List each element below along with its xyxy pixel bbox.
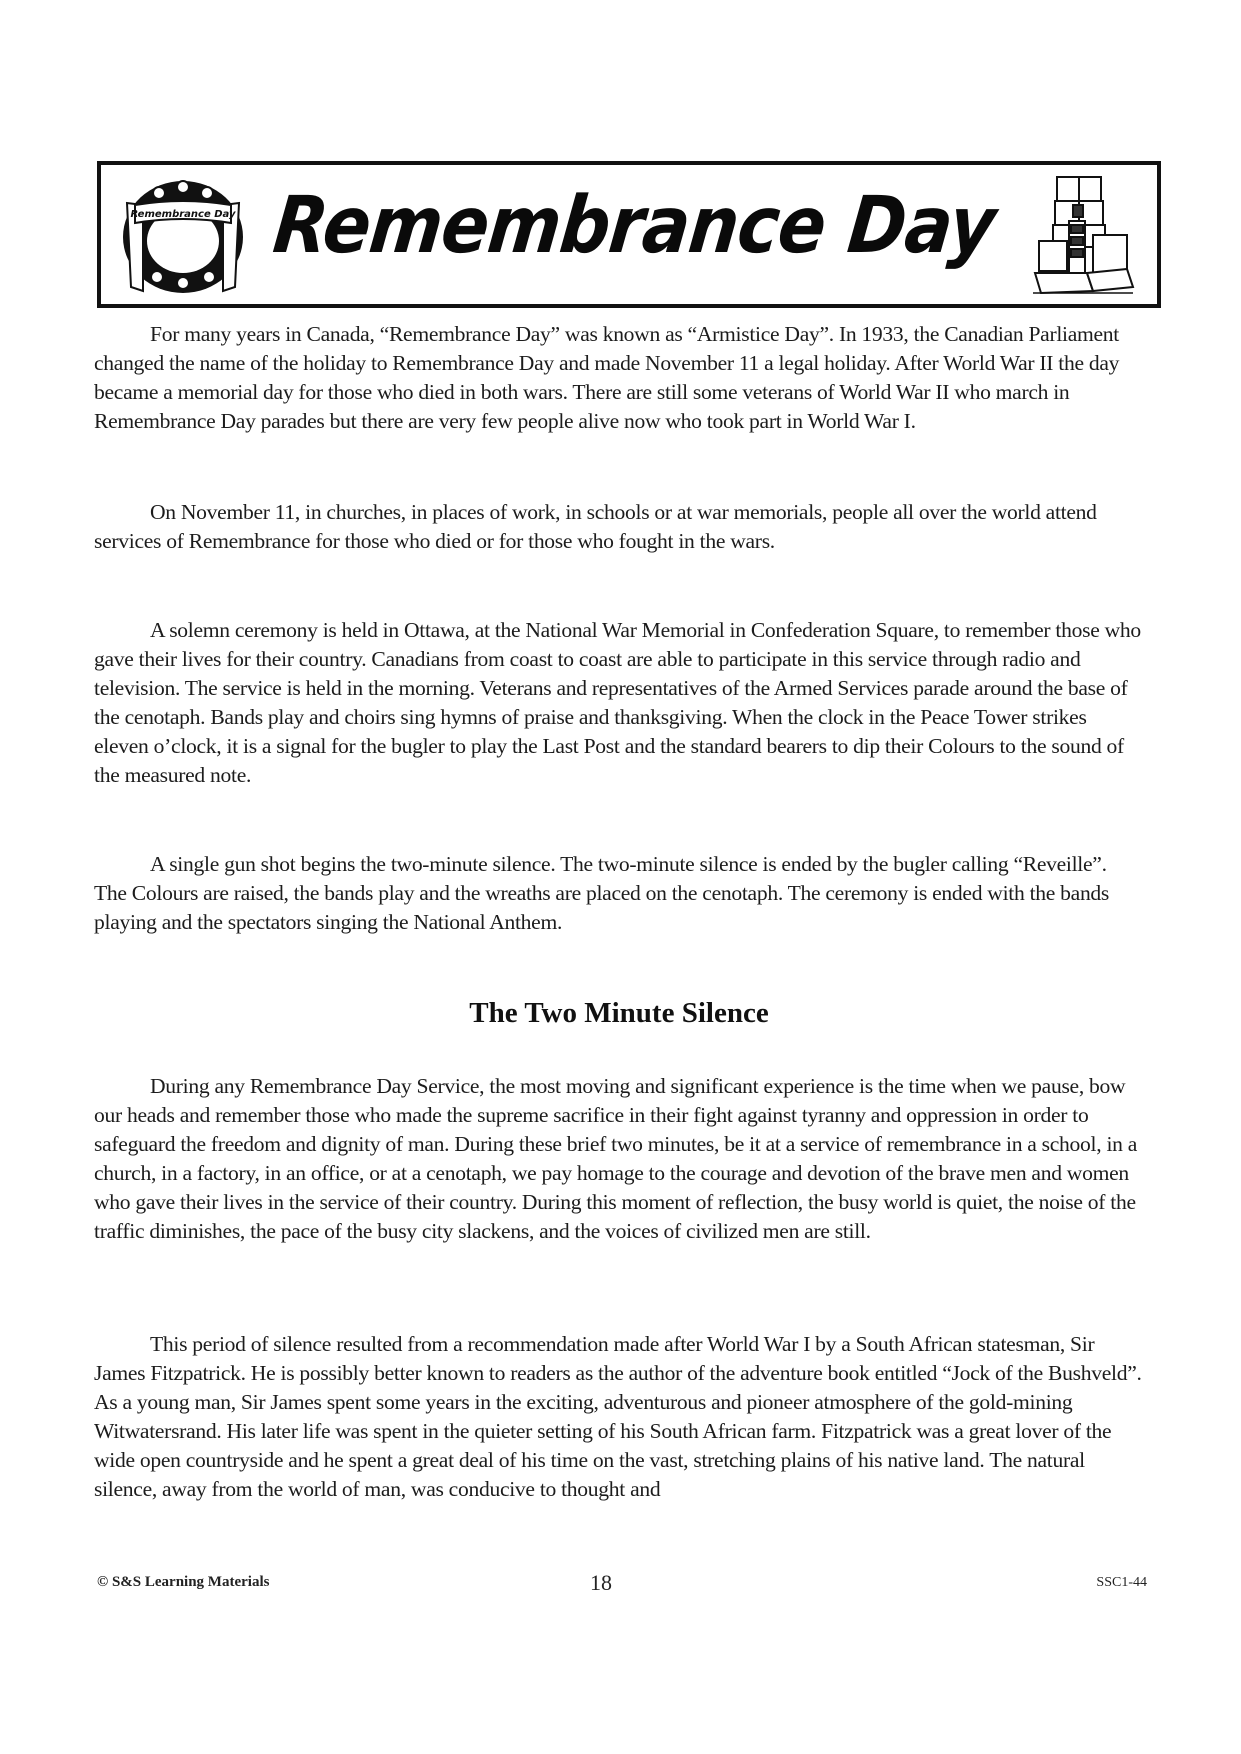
paragraph: For many years in Canada, “Remembrance Day” was known as “Armistice Day”. In 1933, the Canadian Parliament changed the name of the holiday to Remembrance Day and made November 11 a legal holiday. After World War II the day became a memorial day for those who died in both wars. There are still some veterans of World War II who march in Remembrance Day parades but there are very few people alive now who took part in World War I. [94, 322, 1120, 433]
document-code: SSC1-44 [1096, 1575, 1147, 1590]
paragraph: During any Remembrance Day Service, the most moving and significant experience is the time when we pause, bow our heads and remember those who made the supreme sacrifice in their fight against tyranny and oppression in order to safeguard the freedom and dignity of man. During these brief two minutes, be it at a service of remembrance in a school, in a church, in a factory, in an office, or at a cenotaph, we pay homage to the courage and devotion of the brave men and women who gave their lives in the service of their country. During this moment of reflection, the busy world is quiet, the noise of the traffic diminishes, the pace of the busy city slackens, and the voices of civilized men are still. [94, 1074, 1138, 1243]
copyright-text: © S&S Learning Materials [97, 1574, 270, 1590]
page-title: Remembrance Day [269, 179, 1000, 271]
section-heading: The Two Minute Silence [469, 997, 769, 1029]
title-banner [97, 161, 1161, 308]
paragraph: This period of silence resulted from a recommendation made after World War I by a South African statesman, Sir James Fitzpatrick. He is possibly better known to readers as the author of the adventure book entitled “Jock of the Bushveld”. As a young man, Sir James spent some years in the exciting, adventurous and pioneer atmosphere of the gold-mining Witwatersrand. His later life was spent in the quieter setting of his South African farm. Fitzpatrick was a great lover of the wide open countryside and he spent a great deal of his time on the vast, stretching plains of his native land. The natural silence, away from the world of man, was conducive to thought and [94, 1332, 1142, 1501]
wreath-icon [113, 171, 253, 295]
svg-text:Remembrance Day: Remembrance Day [130, 209, 236, 220]
cenotaph-icon [1027, 169, 1137, 297]
page-number: 18 [590, 1570, 612, 1595]
paragraph: On November 11, in churches, in places of work, in schools or at war memorials, people all over the world attend services of Remembrance for those who died or for those who fought in the wars. [94, 500, 1097, 553]
page-footer [97, 1572, 1147, 1596]
paragraph: A single gun shot begins the two-minute silence. The two-minute silence is ended by the bugler calling “Reveille”. The Colours are raised, the bands play and the wreaths are placed on the cenotaph. The ceremony is ended with the bands playing and the spectators singing the National Anthem. [94, 852, 1110, 934]
paragraph: A solemn ceremony is held in Ottawa, at the National War Memorial in Confederation Square, to remember those who gave their lives for their country. Canadians from coast to coast are able to participate in this service through radio and television. The service is held in the morning. Veterans and representatives of the Armed Services parade around the base of the cenotaph. Bands play and choirs sing hymns of praise and thanksgiving. When the clock in the Peace Tower strikes eleven o’clock, it is a signal for the bugler to play the Last Post and the standard bearers to dip their Colours to the sound of the measured note. [94, 618, 1141, 787]
